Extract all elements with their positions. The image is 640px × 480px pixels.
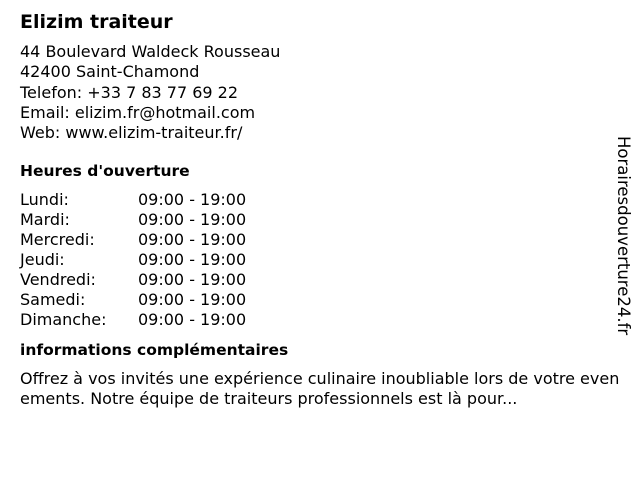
site-watermark: Horairesdouverture24.fr <box>614 136 633 336</box>
hours-row-tuesday <box>20 210 610 230</box>
time-range: 09:00 - 19:00 <box>138 270 247 290</box>
phone-line: Telefon: +33 7 83 77 69 22 <box>20 82 239 102</box>
day-label: Samedi: <box>20 290 86 310</box>
hours-row-thursday <box>20 250 610 270</box>
hours-row-wednesday <box>20 230 610 250</box>
time-range: 09:00 - 19:00 <box>138 230 247 250</box>
website-line: Web: www.elizim-traiteur.fr/ <box>20 123 243 143</box>
business-name: Elizim traiteur <box>20 11 173 33</box>
hours-row-monday <box>20 190 610 210</box>
time-range: 09:00 - 19:00 <box>138 190 247 210</box>
email-line: Email: elizim.fr@hotmail.com <box>20 102 256 122</box>
additional-info-text: Offrez à vos invités une expérience culinaire inoubliable lors de votre evenements. Notre équipe de traiteurs professionnels est là pour... <box>20 369 620 409</box>
day-label: Vendredi: <box>20 270 96 290</box>
address-line-2: 42400 Saint-Chamond <box>20 62 200 82</box>
time-range: 09:00 - 19:00 <box>138 250 247 270</box>
day-label: Jeudi: <box>20 250 65 270</box>
time-range: 09:00 - 19:00 <box>138 210 247 230</box>
hours-row-saturday <box>20 290 610 310</box>
hours-row-friday <box>20 270 610 290</box>
contact-block <box>20 42 610 143</box>
opening-hours-table <box>20 190 610 330</box>
additional-info-heading: informations complémentaires <box>20 341 289 360</box>
time-range: 09:00 - 19:00 <box>138 310 247 330</box>
day-label: Dimanche: <box>20 310 107 330</box>
day-label: Mercredi: <box>20 230 95 250</box>
day-label: Mardi: <box>20 210 70 230</box>
address-line-1: 44 Boulevard Waldeck Rousseau <box>20 42 281 61</box>
day-label: Lundi: <box>20 190 69 210</box>
opening-hours-heading: Heures d'ouverture <box>20 162 190 181</box>
time-range: 09:00 - 19:00 <box>138 290 247 310</box>
hours-row-sunday <box>20 310 610 330</box>
business-card <box>20 10 620 409</box>
